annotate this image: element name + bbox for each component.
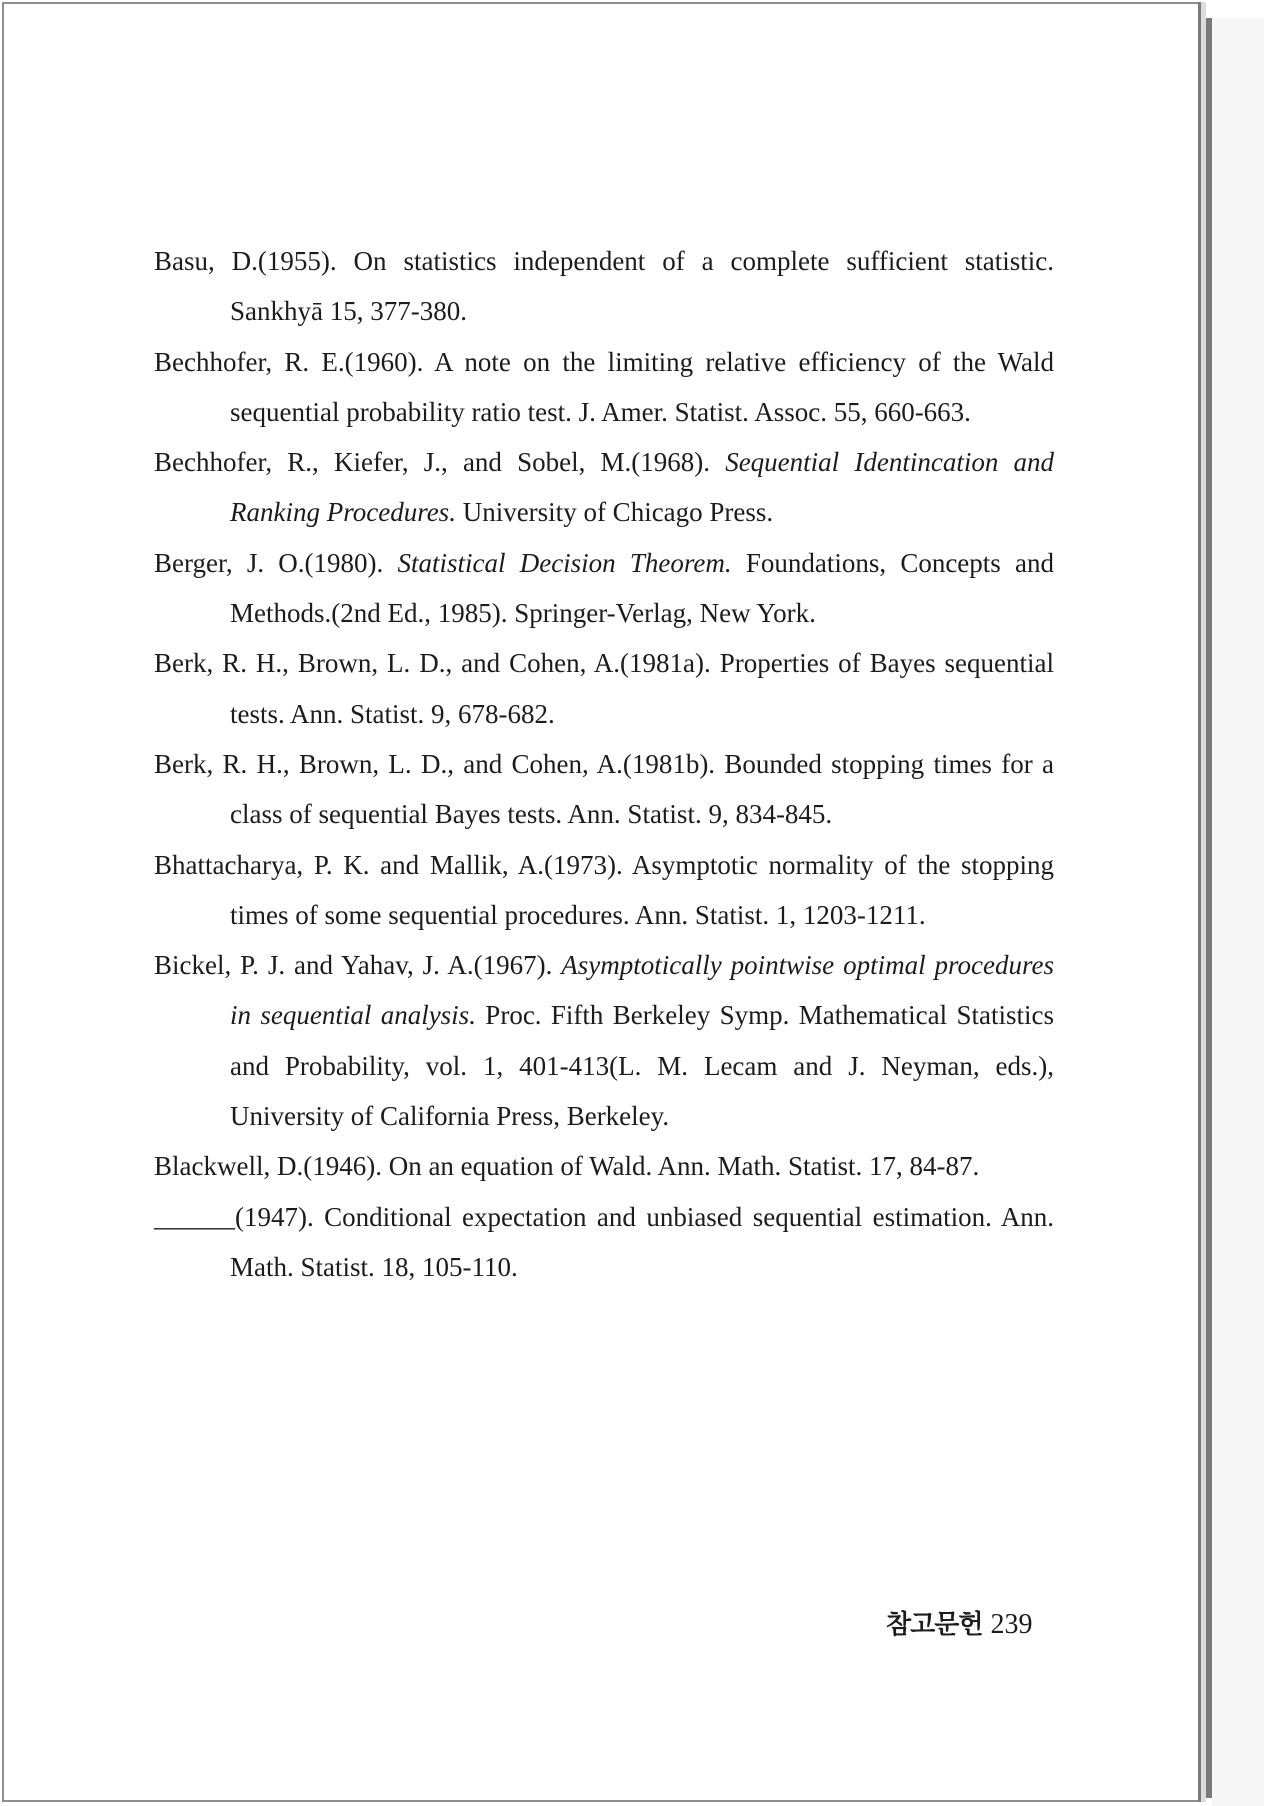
reference-entry [154,437,1054,538]
reference-entry [154,337,1054,438]
section-label: 참고문헌 [886,1610,983,1640]
page-footer [886,1604,1032,1641]
reference-text: Bechhofer, R. E.(1960). A note on the limiting relative efficiency of the Wald sequential probability ratio test. J. Amer. Statist. Assoc. 55, 660-663. [154,346,1054,427]
reference-text-after: Foundations, Concepts and Methods.(2nd Ed., 1985). Springer-Verlag, New York. [230,547,1054,629]
reference-entry [154,1141,1054,1191]
reference-entry [154,236,1054,337]
reference-text: Berk, R. H., Brown, L. D., and Cohen, A.(1981a). Properties of Bayes sequential tests. Ann. Statist. 9, 678-682. [154,648,1054,729]
reference-text-after: University of Chicago Press. [455,497,774,528]
reference-entry [154,840,1054,941]
reference-text: Bhattacharya, P. K. and Mallik, A.(1973). Asymptotic normality of the stopping times of some sequential procedures. Ann. Statist. 1, 1203-1211. [154,849,1054,930]
reference-text: Basu, D.(1955). On statistics independent of a complete sufficient statistic. Sankhyā 15, 377-380. [154,246,1054,327]
reference-entry [154,638,1054,739]
reference-entry [154,538,1054,639]
reference-text: Berger, J. O.(1980). [154,547,398,578]
reference-text-after: Proc. Fifth Berkeley Symp. Mathematical Statistics and Probability, vol. 1, 401-413(L. M. Lecam and J. Neyman, eds.), University of California Press, Berkeley. [230,1000,1054,1132]
reference-entry [154,739,1054,840]
reference-text: Bickel, P. J. and Yahav, J. A.(1967). [154,950,562,981]
reference-list [154,236,1054,1292]
reference-text: Bechhofer, R., Kiefer, J., and Sobel, M.(1968). [154,447,726,478]
page-edge-margin [1212,18,1264,1806]
reference-text: Blackwell, D.(1946). On an equation of Wald. Ann. Math. Statist. 17, 84-87. [154,1151,980,1182]
reference-title: Statistical Decision Theorem. [397,547,732,578]
reference-entry [154,940,1054,1141]
reference-title: Asymptotically pointwise optimal procedures in sequential analysis. [230,950,1054,1031]
page-edge [1198,2,1206,1802]
reference-text: Berk, R. H., Brown, L. D., and Cohen, A.(1981b). Bounded stopping times for a class of sequential Bayes tests. Ann. Statist. 9, 834-845. [154,748,1054,830]
reference-text: ______(1947). Conditional expectation and unbiased sequential estimation. Ann. Math. Statist. 18, 105-110. [154,1201,1054,1282]
reference-title: Sequential Identincation and Ranking Procedures. [230,447,1054,528]
page-number: 239 [990,1609,1033,1640]
reference-entry [154,1192,1054,1293]
